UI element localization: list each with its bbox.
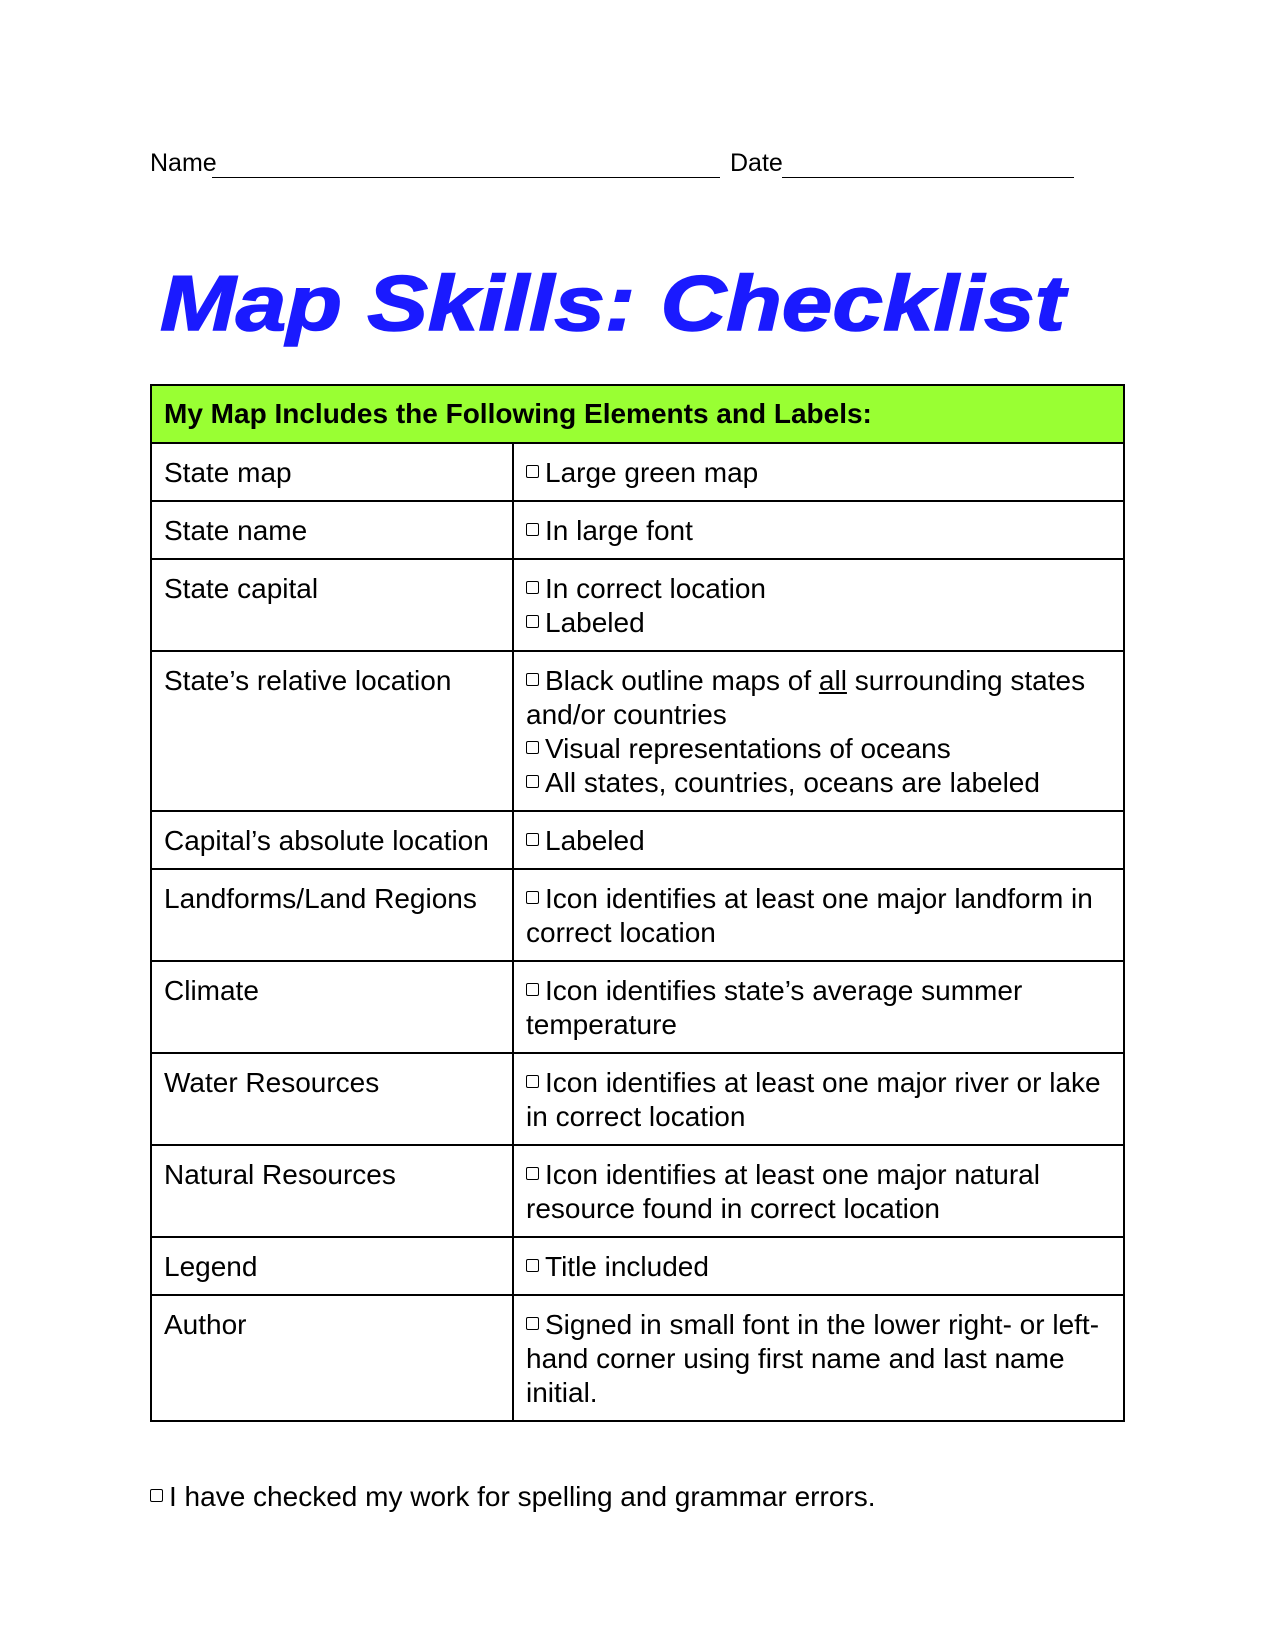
element-name: Natural Resources (151, 1145, 513, 1237)
criteria-cell (513, 1053, 1124, 1145)
checkbox-empty-icon[interactable] (526, 523, 539, 536)
final-check-label: I have checked my work for spelling and grammar errors. (169, 1481, 876, 1512)
date-field[interactable] (782, 177, 1074, 178)
element-name: Author (151, 1295, 513, 1421)
checkbox-empty-icon[interactable] (526, 581, 539, 594)
checklist-item-label: In correct location (545, 573, 766, 604)
name-label: Name (150, 149, 217, 177)
page-title (160, 248, 1120, 358)
table-row (151, 1295, 1124, 1421)
checklist-item-label: All states, countries, oceans are labeled (545, 767, 1040, 798)
checkbox-empty-icon[interactable] (526, 1317, 539, 1330)
checklist-item (526, 456, 1111, 490)
checklist-item-label: Visual representations of oceans (545, 733, 951, 764)
checklist-item-label: In large font (545, 515, 693, 546)
criteria-cell (513, 443, 1124, 501)
criteria-cell (513, 811, 1124, 869)
checklist-item (526, 732, 1111, 766)
checklist-item-label: Title included (545, 1251, 709, 1282)
criteria-cell (513, 869, 1124, 961)
table-row (151, 501, 1124, 559)
checklist-item-label: Labeled (545, 825, 645, 856)
element-name: Climate (151, 961, 513, 1053)
checklist-item (526, 1250, 1111, 1284)
criteria-cell (513, 559, 1124, 651)
checklist-heading-row (151, 385, 1124, 443)
checklist-item (526, 1308, 1111, 1410)
final-check-item (150, 1480, 876, 1514)
table-row (151, 811, 1124, 869)
table-row (151, 559, 1124, 651)
checklist-item (526, 974, 1111, 1042)
checklist-item-label: Icon identifies at least one major river or lake in correct location (526, 1067, 1101, 1132)
criteria-cell (513, 961, 1124, 1053)
table-row (151, 443, 1124, 501)
checklist-item (526, 882, 1111, 950)
emphasis-text: all (818, 665, 847, 696)
checkbox-empty-icon[interactable] (526, 983, 539, 996)
element-name: State map (151, 443, 513, 501)
element-name: Capital’s absolute location (151, 811, 513, 869)
checkbox-empty-icon[interactable] (526, 741, 539, 754)
criteria-cell (513, 651, 1124, 811)
element-name: State’s relative location (151, 651, 513, 811)
page-title-text: Map Skills: Checklist (160, 259, 1069, 347)
checkbox-empty-icon[interactable] (150, 1489, 163, 1502)
criteria-cell (513, 1237, 1124, 1295)
checklist-item-label: Black outline maps of (545, 665, 819, 696)
table-row (151, 651, 1124, 811)
checklist-item (526, 572, 1111, 606)
checkbox-empty-icon[interactable] (526, 775, 539, 788)
criteria-cell (513, 1295, 1124, 1421)
table-row (151, 961, 1124, 1053)
name-date-header (150, 150, 1120, 184)
checkbox-empty-icon[interactable] (526, 615, 539, 628)
element-name: Water Resources (151, 1053, 513, 1145)
name-field[interactable] (212, 177, 720, 178)
element-name: Landforms/Land Regions (151, 869, 513, 961)
checklist-item (526, 514, 1111, 548)
checklist-item-label: Signed in small font in the lower right- or left-hand corner using first name and last name initial. (526, 1309, 1100, 1408)
checklist-body (151, 443, 1124, 1421)
checklist-table (150, 384, 1125, 1422)
checklist-item-label: Large green map (545, 457, 759, 488)
date-label: Date (730, 149, 783, 177)
checklist-item-label: Icon identifies at least one major natural resource found in correct location (526, 1159, 1040, 1224)
table-row (151, 869, 1124, 961)
checklist-item (526, 1158, 1111, 1226)
table-row (151, 1053, 1124, 1145)
criteria-cell (513, 1145, 1124, 1237)
element-name: Legend (151, 1237, 513, 1295)
checklist-item (526, 606, 1111, 640)
checklist-item (526, 1066, 1111, 1134)
checklist-heading: My Map Includes the Following Elements and Labels: (151, 385, 1124, 443)
checkbox-empty-icon[interactable] (526, 673, 539, 686)
checklist-item-label: Labeled (545, 607, 645, 638)
checkbox-empty-icon[interactable] (526, 891, 539, 904)
checkbox-empty-icon[interactable] (526, 1259, 539, 1272)
checkbox-empty-icon[interactable] (526, 465, 539, 478)
checkbox-empty-icon[interactable] (526, 1075, 539, 1088)
table-row (151, 1237, 1124, 1295)
table-row (151, 1145, 1124, 1237)
checkbox-empty-icon[interactable] (526, 833, 539, 846)
checklist-item-label: Icon identifies state’s average summer temperature (526, 975, 1023, 1040)
checklist-item (526, 766, 1111, 800)
checklist-item-label: Icon identifies at least one major landform in correct location (526, 883, 1093, 948)
element-name: State capital (151, 559, 513, 651)
checklist-item (526, 664, 1111, 732)
checkbox-empty-icon[interactable] (526, 1167, 539, 1180)
criteria-cell (513, 501, 1124, 559)
checklist-item-label: surrounding states and/or countries (526, 665, 1086, 730)
checklist-item (526, 824, 1111, 858)
element-name: State name (151, 501, 513, 559)
